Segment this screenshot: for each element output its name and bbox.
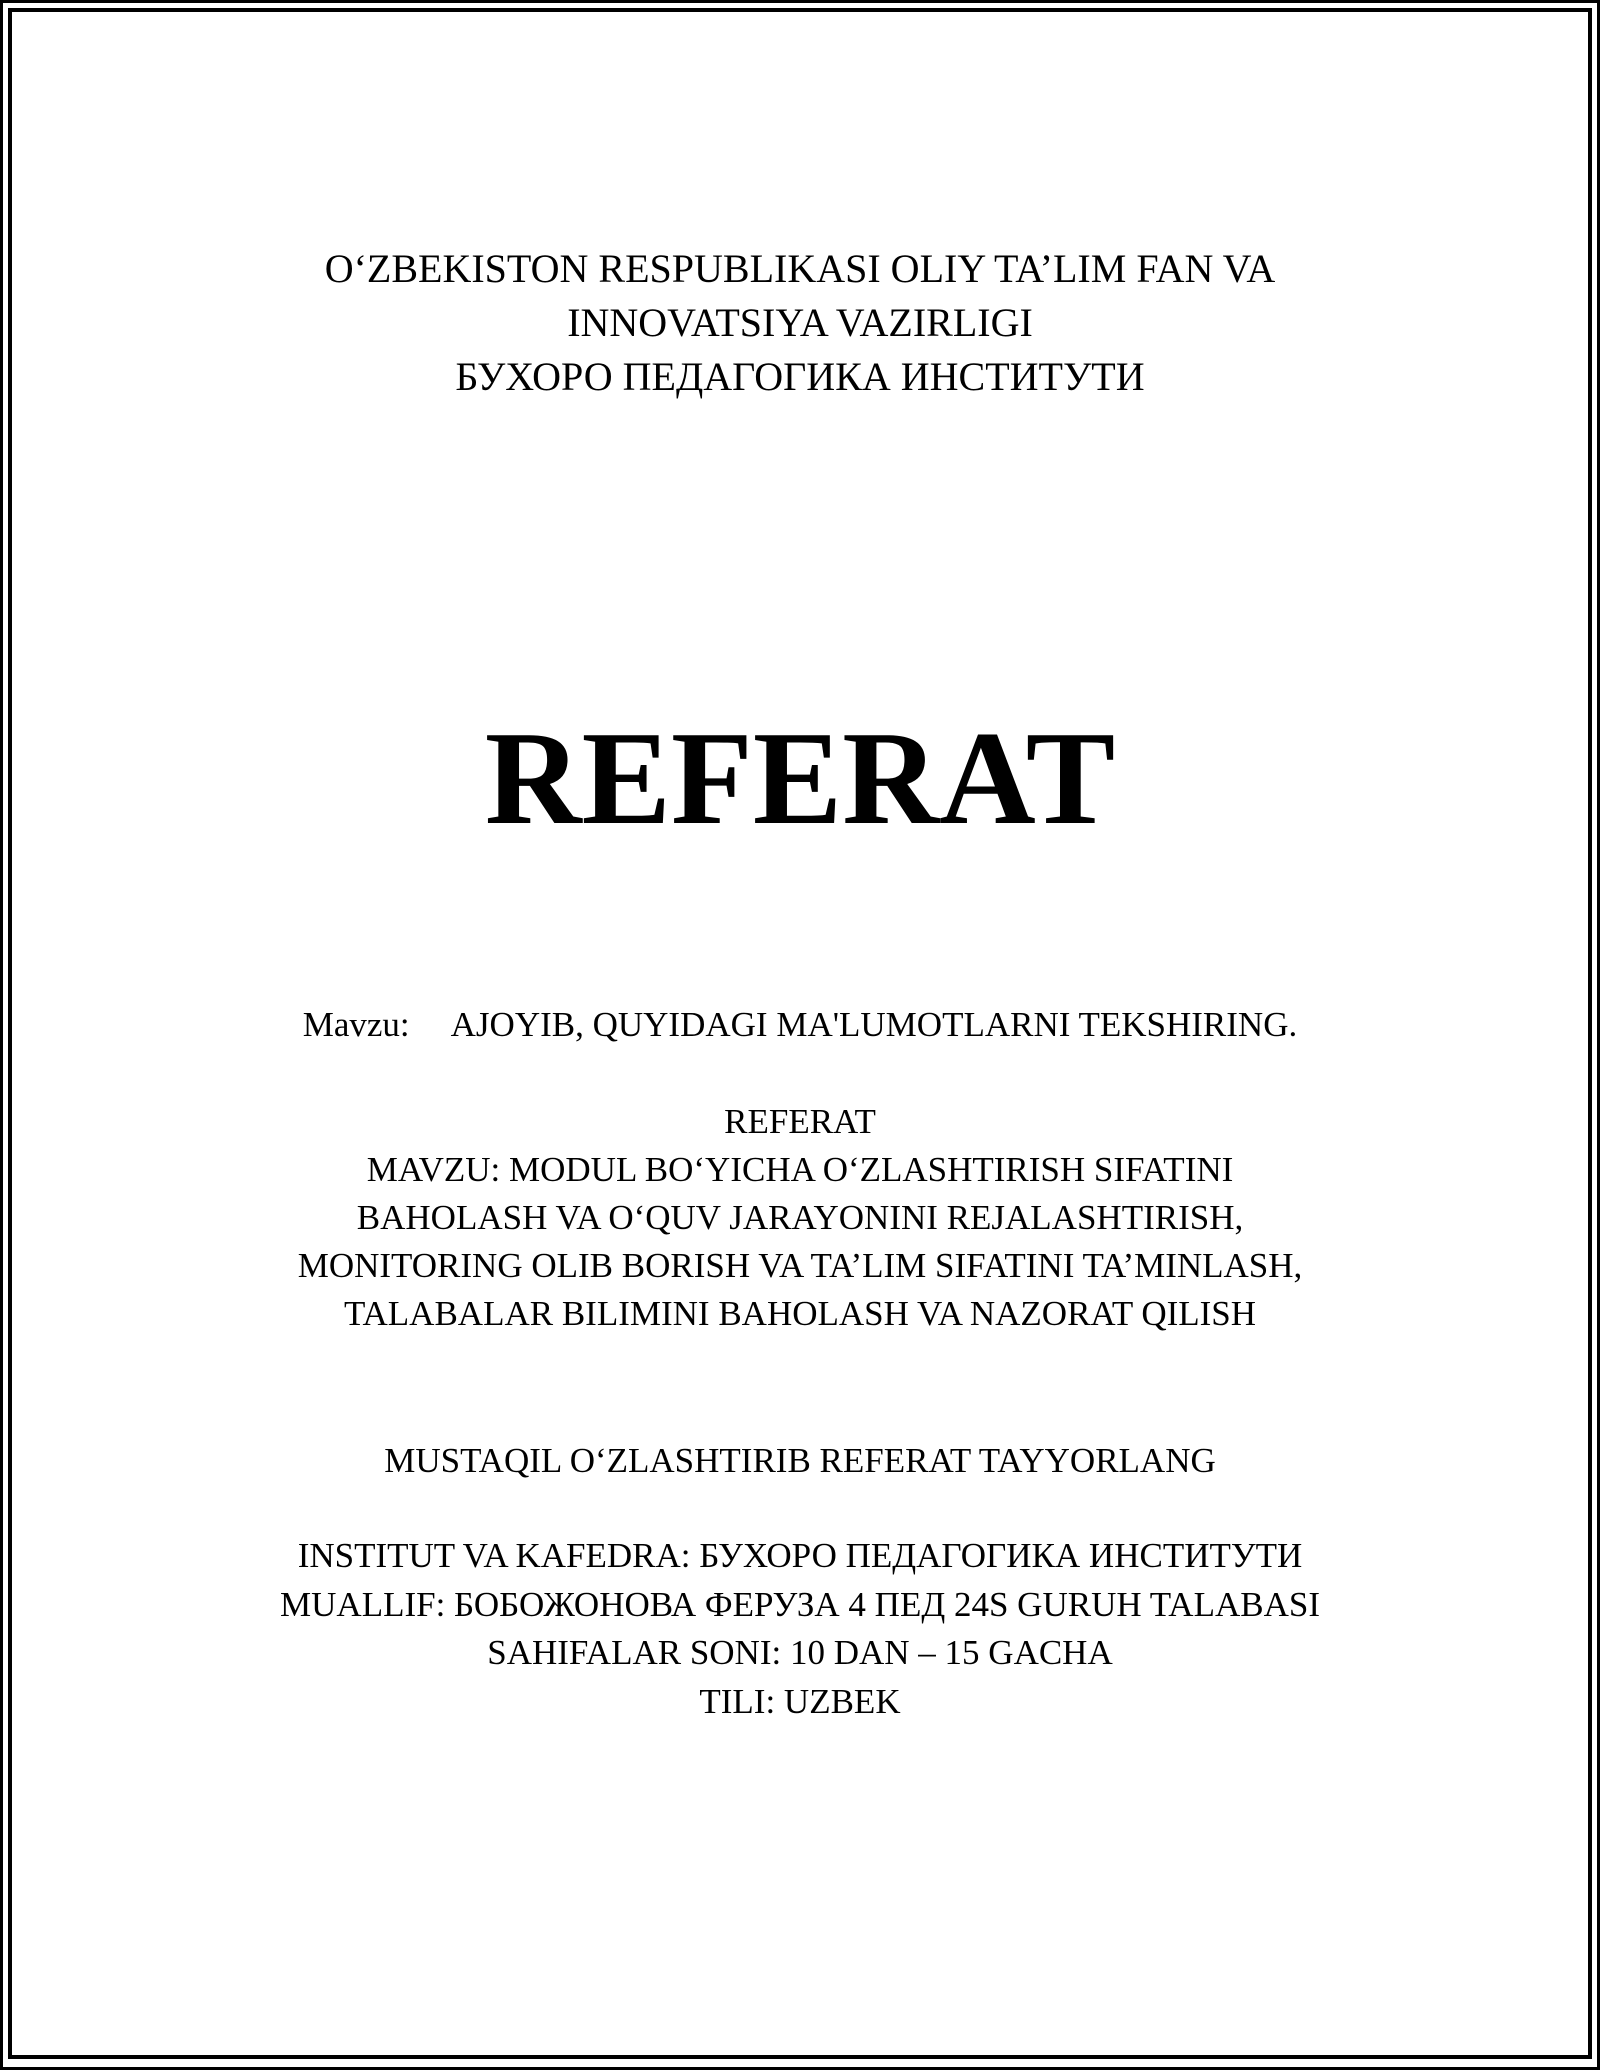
mavzu-label: Mavzu: bbox=[302, 1005, 410, 1044]
topic-line: TALABALAR BILIMINI BAHOLASH VA NAZORAT QILISH bbox=[343, 1294, 1257, 1333]
mavzu-line bbox=[0, 1001, 1600, 1049]
ministry-header bbox=[0, 242, 1600, 404]
topic-line: BAHOLASH VA O‘QUV JARAYONINI REJALASHTIRISH, bbox=[356, 1198, 1244, 1237]
header-line-ministry-cont: INNOVATSIYA VAZIRLIGI bbox=[567, 300, 1033, 345]
topic-line: MONITORING OLIB BORISH VA TA’LIM SIFATINI TA’MINLASH, bbox=[297, 1246, 1303, 1285]
header-line-institute: БУХОРО ПЕДАГОГИКА ИНСТИТУТИ bbox=[455, 354, 1145, 399]
topic-line: REFERAT bbox=[724, 1102, 876, 1141]
info-block bbox=[0, 1532, 1600, 1726]
info-author: MUALLIF: БОБОЖОНОВА ФЕРУЗА 4 ПЕД 24S GURUH TALABASI bbox=[280, 1584, 1320, 1624]
instruction-line: MUSTAQIL O‘ZLASHTIRIB REFERAT TAYYORLANG bbox=[384, 1441, 1216, 1480]
topic-line: MAVZU: MODUL BO‘YICHA O‘ZLASHTIRISH SIFATINI bbox=[366, 1150, 1234, 1189]
info-institute: INSTITUT VA KAFEDRA: БУХОРО ПЕДАГОГИКА ИНСТИТУТИ bbox=[297, 1536, 1303, 1575]
document-title: REFERAT bbox=[484, 704, 1116, 852]
info-language: TILI: UZBEK bbox=[699, 1681, 901, 1721]
mavzu-value: AJOYIB, QUYIDAGI MA'LUMOTLARNI TEKSHIRING. bbox=[450, 1005, 1298, 1044]
info-pages: SAHIFALAR SONI: 10 DAN – 15 GACHA bbox=[487, 1633, 1113, 1672]
header-line-ministry: O‘ZBEKISTON RESPUBLIKASI OLIY TA’LIM FAN VA bbox=[324, 246, 1276, 291]
topic-block bbox=[0, 1098, 1600, 1338]
